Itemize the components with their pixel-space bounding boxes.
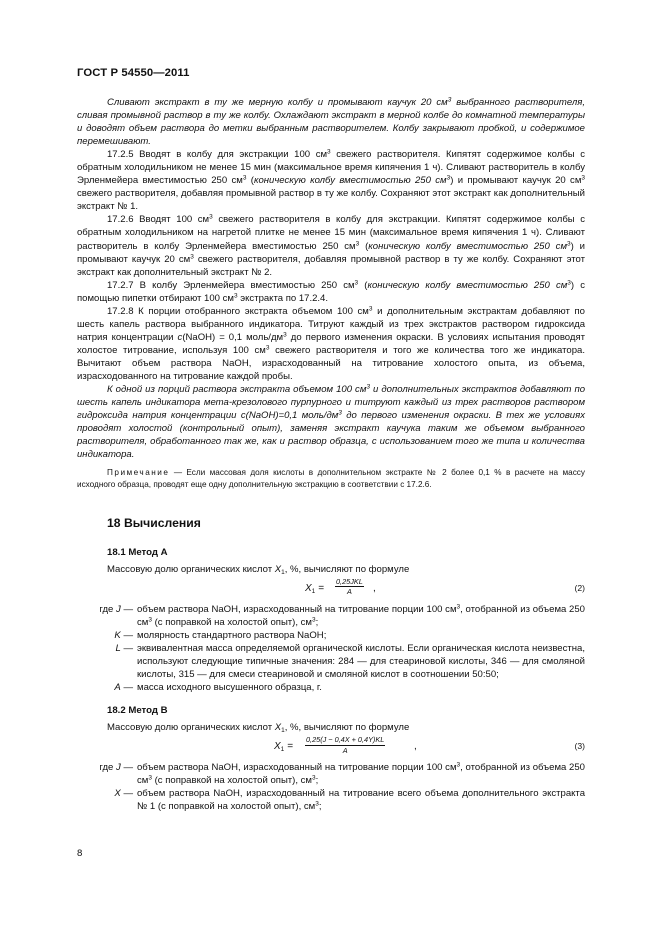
where-key: где J —: [99, 762, 133, 774]
paragraph-italic: Сливают экстракт в ту же мерную колбу и промывают каучук 20 $см^3$ выбранного растворителя, сливая промывной раствор в ту же колбу. Охлаждают экстракт в мерной колбе до комнатной температуры и доводят объем раствора до метки выбранным растворителем. Колбу закрывают пробкой, и содержимое перемешивают.: [77, 96, 585, 148]
formula-3: $X_1$ = $\frac{0,25(J - 0,4X + 0,4Y)KL}{A}$ , (3): [274, 735, 585, 755]
method-b-intro: Массовую долю органических кислот $X_1$, %, вычисляют по формуле: [107, 722, 410, 734]
where-value: молярность стандартного раствора NaOH;: [137, 629, 327, 641]
formula-denominator: A: [346, 587, 352, 597]
where-value: объем раствора NaOH, израсходованный на титрование порции 100 $см^3$, отобранной из объема 250 $см^3$ (с поправкой на холостой опыт), $см^3$;: [137, 603, 585, 628]
method-b-title: 18.2 Метод В: [107, 705, 168, 717]
where-value: эквивалентная масса определяемой органической кислоты. Если органическая кислота неизвестна, используют следующие типичные значения: 284 — для стеариновой кислоты, 346 — для смоляной кислоты, 315 — для смеси стеариновой и смоляной кислот в соотношении 50:50;: [137, 642, 585, 680]
formula-lhs: $X_1$ =: [274, 741, 293, 753]
where-key: L —: [115, 642, 133, 654]
paragraph-italic-titration: К одной из порций раствора экстракта объемом 100 $см^3$ и дополнительных экстрактов добавляют по шесть капель индикатора мета-крезолового пурпурного и титруют каждый из трех растворов раствором гидроксида натрия концентрации c(NaOH)=0,1 моль/$дм^3$ до первого изменения окраски. В тех же условиях проводят холостой (контрольный опыт), заменяя экстракт каучука таким же объемом выбранного растворителя, обработанного так же, как и раствор образца, с использованием того же типа и количества индикатора.: [77, 383, 586, 461]
where-key: где J —: [99, 603, 133, 615]
where-value: объем раствора NaOH, израсходованный на титрование всего объема дополнительного экстракта № 1 (с поправкой на холостой опыт), $см^3$;: [137, 788, 585, 813]
where-list-a: [75, 603, 585, 694]
formula-lhs: $X_1$ =: [305, 582, 324, 595]
formula-numerator: 0,25JKL: [336, 576, 363, 586]
formula-fraction: [335, 577, 364, 597]
paragraph-17-2-7: 17.2.7 В колбу Эрленмейера вместимостью 250 $см^3$ (коническую колбу вместимостью 250 $см^3$) с помощью пипетки отбирают 100 $см^3$ экстракта по 17.2.4.: [77, 279, 585, 304]
where-key: X —: [114, 788, 133, 800]
document-body: [77, 96, 585, 813]
formula-fraction: [305, 735, 385, 755]
paragraph-17-2-6: 17.2.6 Вводят 100 $см^3$ свежего растворителя в колбу для экстракции. Кипятят содержимое колбы с обратным холодильником на нагретой плитке не менее 15 мин (максимальное время кипячения 1 ч). Сливают растворитель в колбу Эрленмейера вместимостью 250 $см^3$ (коническую колбу вместимостью 250 $см^3$) и промывают каучук 20 $см^3$ свежего растворителя, добавляя промывной раствор в ту же колбу. Сохраняют этот экстракт как дополнительный экстракт № 2.: [77, 213, 586, 278]
paragraph-17-2-5: 17.2.5 Вводят в колбу для экстракции 100 $см^3$ свежего растворителя. Кипятят содержимое колбы с обратным холодильником не менее 15 мин (максимальное время кипячения 1 ч). Сливают растворитель в колбу Эрленмейера вместимостью 250 $см^3$ (коническую колбу вместимостью 250 $см^3$) и промывают каучук 20 $см^3$ свежего растворителя, добавляя промывной раствор в ту же колбу. Сохраняют этот экстракт как дополнительный экстракт № 1.: [77, 148, 586, 213]
formula-2: $X_1$ = 0,25JKL A , (2): [305, 576, 585, 597]
page-header: ГОСТ Р 54550—2011: [77, 67, 190, 79]
formula-denominator: A: [342, 745, 348, 755]
where-value: объем раствора NaOH, израсходованный на титрование порции 100 $см^3$, отобранной из объема 250 $см^3$ (с поправкой на холостой опыт), $см^3$;: [137, 761, 585, 787]
equation-number: (2): [574, 582, 585, 593]
where-key: A —: [114, 682, 133, 694]
method-a-intro: Массовую долю органических кислот $X_1$, %, вычисляют по формуле: [107, 563, 410, 576]
page-number: 8: [77, 848, 83, 859]
where-value: масса исходного высушенного образца, г.: [137, 682, 322, 694]
formula-numerator: 0,25(J − 0,4X + 0,4Y)KL: [306, 735, 385, 745]
equation-number: (3): [574, 741, 585, 752]
where-list-b: [75, 761, 585, 813]
method-a-title: 18.1 Метод А: [107, 546, 168, 558]
paragraph-17-2-8: 17.2.8 К порции отобранного экстракта объемом 100 $см^3$ и дополнительным экстрактам добавляют по шесть капель раствора выбранного индикатора. Титруют каждый из трех экстрактов раствором гидроксида натрия концентрации c(NaOH) = 0,1 моль/$дм^3$ до первого изменения окраски. В условиях испытания проводят холостое титрование, используя 100 $см^3$ свежего растворителя и того же количества того же индикатора. Вычитают объем раствора NaOH, израсходованный на титрование холостого опыта, из объема, израсходованного на титрование каждой пробы.: [77, 305, 585, 382]
section-title: 18 Вычисления: [107, 515, 201, 530]
note: Примечание — Если массовая доля кислоты в дополнительном экстракте № 2 более 0,1 % в расчете на массу исходного образца, проводят еще одну дополнительную экстракцию в соответствии с 17.2.6.: [77, 468, 585, 489]
where-key: K —: [114, 629, 133, 641]
note-label: Примечание: [107, 468, 170, 478]
